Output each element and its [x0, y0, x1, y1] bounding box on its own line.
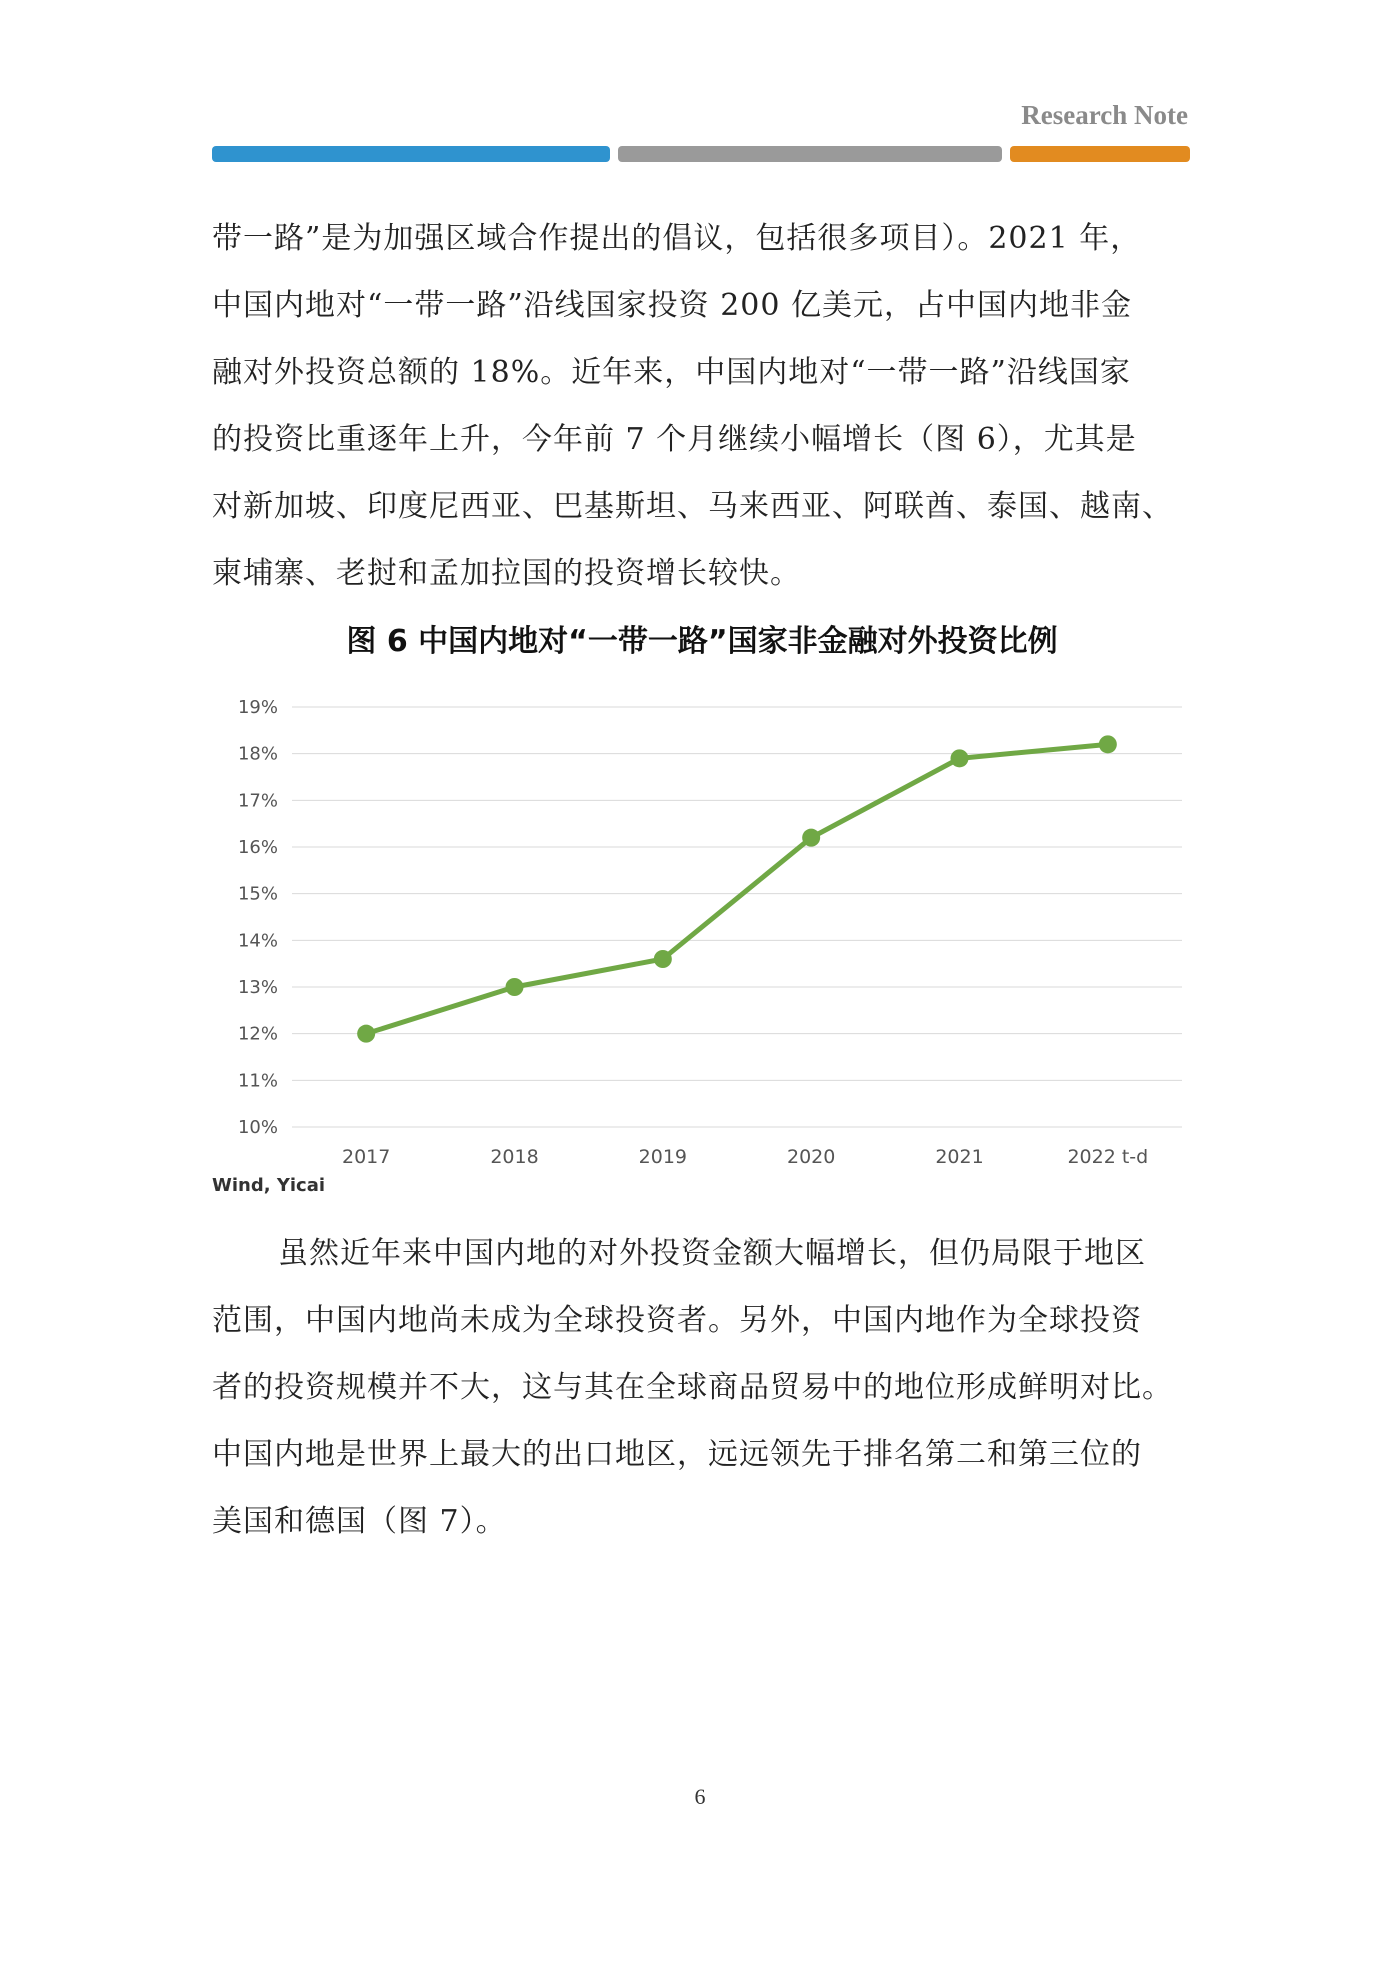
header-label: Research Note: [1021, 100, 1188, 130]
y-tick-label: 15%: [237, 883, 278, 905]
data-point: [951, 749, 969, 767]
x-tick-label: 2018: [490, 1146, 539, 1168]
header-color-bars: [212, 146, 1190, 162]
paragraph-1: [212, 205, 1192, 607]
paragraph-line: 的投资比重逐年上升，今年前 7 个月继续小幅增长（图 6），尤其是: [212, 422, 1137, 457]
header-bar-blue: [212, 146, 610, 162]
paragraph-line: 中国内地对“一带一路”沿线国家投资 200 亿美元，占中国内地非金: [212, 288, 1133, 323]
y-tick-label: 18%: [237, 743, 278, 765]
y-tick-label: 11%: [237, 1070, 278, 1092]
x-tick-label: 2022 t-d: [1067, 1146, 1149, 1168]
x-tick-label: 2019: [638, 1146, 688, 1168]
paragraph-line: 美国和德国（图 7）。: [212, 1504, 507, 1539]
line-chart: [212, 685, 1192, 1205]
chart-source: Wind, Yicai: [212, 1175, 326, 1196]
data-point: [1099, 735, 1117, 753]
y-tick-label: 10%: [237, 1117, 278, 1138]
paragraph-line: 对新加坡、印度尼西亚、巴基斯坦、马来西亚、阿联酋、泰国、越南、: [212, 489, 1173, 524]
paragraph-line: 带一路”是为加强区域合作提出的倡议，包括很多项目）。2021 年，: [212, 221, 1142, 256]
header-bar-gray: [618, 146, 1002, 162]
y-tick-label: 19%: [237, 697, 278, 718]
y-tick-label: 17%: [237, 790, 278, 812]
paragraph-line: 融对外投资总额的 18%。近年来，中国内地对“一带一路”沿线国家: [212, 355, 1131, 390]
paragraph-line: 中国内地是世界上最大的出口地区，远远领先于排名第二和第三位的: [212, 1437, 1142, 1472]
chart-svg: [212, 685, 1192, 1175]
data-point: [357, 1025, 375, 1043]
x-tick-label: 2020: [786, 1146, 836, 1168]
paragraph-2: [212, 1220, 1192, 1555]
series-line: [366, 744, 1108, 1033]
data-point: [506, 978, 524, 996]
x-tick-label: 2017: [341, 1146, 391, 1168]
header-bar-orange: [1010, 146, 1190, 162]
paragraph-line: 虽然近年来中国内地的对外投资金额大幅增长，但仍局限于地区: [278, 1236, 1146, 1271]
x-tick-label: 2021: [935, 1146, 984, 1168]
y-tick-label: 13%: [237, 977, 278, 998]
paragraph-line: 柬埔寨、老挝和孟加拉国的投资增长较快。: [212, 556, 801, 591]
paragraph-line: 者的投资规模并不大，这与其在全球商品贸易中的地位形成鲜明对比。: [212, 1370, 1173, 1405]
y-tick-label: 14%: [237, 930, 278, 952]
paragraph-line: 范围，中国内地尚未成为全球投资者。另外，中国内地作为全球投资: [212, 1303, 1142, 1338]
y-tick-label: 16%: [237, 837, 278, 858]
data-point: [802, 829, 820, 847]
figure-title: 图 6 中国内地对“一带一路”国家非金融对外投资比例: [346, 624, 1058, 659]
data-point: [654, 950, 672, 968]
y-tick-label: 12%: [237, 1023, 278, 1045]
page-number: 6: [694, 1784, 706, 1809]
